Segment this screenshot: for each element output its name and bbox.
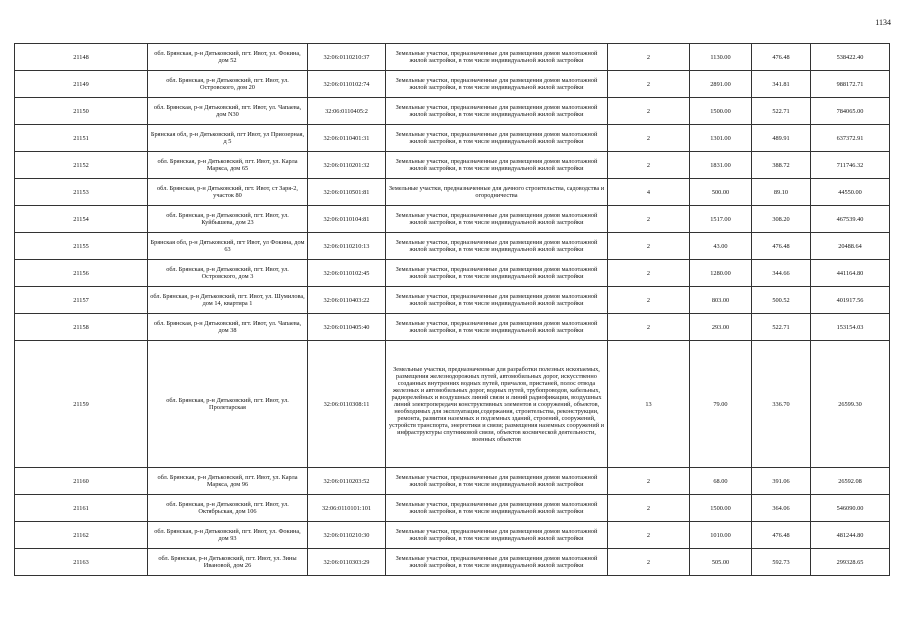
- area-cell: 2891.00: [690, 71, 752, 98]
- specific-value-cell: 522.71: [752, 98, 811, 125]
- cadastral-value-cell: 988172.71: [811, 71, 890, 98]
- table-row: [15, 233, 890, 260]
- group-number-cell: 2: [608, 468, 690, 495]
- cadastral-value-cell: 441164.80: [811, 260, 890, 287]
- address-cell: обл. Брянская, р-н Дятьковский, пгт. Ивот, ул. Октябрьская, дом 106: [148, 495, 308, 522]
- cadastral-value-cell: 784065.00: [811, 98, 890, 125]
- cadastral-value-cell: 481244.80: [811, 522, 890, 549]
- address-cell: обл. Брянская, р-н Дятьковский, пгт. Ивот, ул. Пролетарская: [148, 341, 308, 468]
- cadastral-value-cell: 44550.00: [811, 179, 890, 206]
- cadastral-number-cell: 32:06:0110303:29: [308, 549, 386, 576]
- address-cell: обл. Брянская, р-н Дятьковский, пгт. Ивот, ст Заря-2, участок 80: [148, 179, 308, 206]
- address-cell: обл. Брянская, р-н Дятьковский, пгт. Ивот, ул. Чапаева, дом N30: [148, 98, 308, 125]
- area-cell: 43.00: [690, 233, 752, 260]
- group-number-cell: 2: [608, 522, 690, 549]
- cadastral-value-cell: 711746.32: [811, 152, 890, 179]
- cadastral-number-cell: 32:06:0110101:101: [308, 495, 386, 522]
- area-cell: 1500.00: [690, 495, 752, 522]
- group-number-cell: 2: [608, 495, 690, 522]
- area-cell: 1500.00: [690, 98, 752, 125]
- cadastral-number-cell: 32:06:0110203:52: [308, 468, 386, 495]
- specific-value-cell: 308.20: [752, 206, 811, 233]
- cadastral-number-cell: 32:06:0110210:37: [308, 44, 386, 71]
- land-purpose-cell: Земельные участки, предназначенные для размещения домов малоэтажной жилой застройки, в том числе индивидуальной жилой застройки: [386, 206, 608, 233]
- area-cell: 79.00: [690, 341, 752, 468]
- group-number-cell: 2: [608, 206, 690, 233]
- specific-value-cell: 476.48: [752, 233, 811, 260]
- area-cell: 803.00: [690, 287, 752, 314]
- specific-value-cell: 336.70: [752, 341, 811, 468]
- address-cell: обл. Брянская, р-н Дятьковский, пгт. Ивот, ул. Карла Маркса, дом 96: [148, 468, 308, 495]
- row-number: 21155: [15, 233, 148, 260]
- table-row: [15, 341, 890, 468]
- land-purpose-cell: Земельные участки, предназначенные для размещения домов малоэтажной жилой застройки, в том числе индивидуальной жилой застройки: [386, 468, 608, 495]
- specific-value-cell: 476.48: [752, 522, 811, 549]
- cadastral-number-cell: 32:06:0110308:11: [308, 341, 386, 468]
- cadastral-number-cell: 32:06:0110405:40: [308, 314, 386, 341]
- group-number-cell: 2: [608, 287, 690, 314]
- address-cell: обл. Брянская, р-н Дятьковский, пгт. Ивот, ул. Островского, дом 3: [148, 260, 308, 287]
- cadastral-number-cell: 32:06:0110405:2: [308, 98, 386, 125]
- cadastral-value-cell: 26592.08: [811, 468, 890, 495]
- cadastral-number-cell: 32:06:0110210:30: [308, 522, 386, 549]
- land-purpose-cell: Земельные участки, предназначенные для размещения домов малоэтажной жилой застройки, в том числе индивидуальной жилой застройки: [386, 152, 608, 179]
- group-number-cell: 2: [608, 233, 690, 260]
- specific-value-cell: 388.72: [752, 152, 811, 179]
- row-number: 21148: [15, 44, 148, 71]
- row-number: 21158: [15, 314, 148, 341]
- land-purpose-cell: Земельные участки, предназначенные для дачного строительства, садоводства и огородничества: [386, 179, 608, 206]
- area-cell: 1301.00: [690, 125, 752, 152]
- cadastral-number-cell: 32:06:0110102:74: [308, 71, 386, 98]
- specific-value-cell: 489.91: [752, 125, 811, 152]
- land-purpose-cell: Земельные участки, предназначенные для размещения домов малоэтажной жилой застройки, в том числе индивидуальной жилой застройки: [386, 549, 608, 576]
- row-number: 21151: [15, 125, 148, 152]
- cadastral-value-table: [14, 43, 890, 576]
- area-cell: 1280.00: [690, 260, 752, 287]
- row-number: 21160: [15, 468, 148, 495]
- specific-value-cell: 500.52: [752, 287, 811, 314]
- land-purpose-cell: Земельные участки, предназначенные для размещения домов малоэтажной жилой застройки, в том числе индивидуальной жилой застройки: [386, 98, 608, 125]
- row-number: 21162: [15, 522, 148, 549]
- address-cell: обл. Брянская, р-н Дятьковский, пгт. Ивот, ул. Зины Ивановой, дом 26: [148, 549, 308, 576]
- cadastral-value-cell: 20488.64: [811, 233, 890, 260]
- address-cell: обл. Брянская, р-н Дятьковский, пгт. Ивот, ул. Карла Маркса, дом 65: [148, 152, 308, 179]
- group-number-cell: 13: [608, 341, 690, 468]
- area-cell: 1517.00: [690, 206, 752, 233]
- group-number-cell: 4: [608, 179, 690, 206]
- table-row: [15, 522, 890, 549]
- specific-value-cell: 476.48: [752, 44, 811, 71]
- address-cell: обл. Брянская, р-н Дятьковский, пгт. Ивот, ул. Шумилова, дом 14, квартира 1: [148, 287, 308, 314]
- row-number: 21154: [15, 206, 148, 233]
- table-row: [15, 287, 890, 314]
- cadastral-value-cell: 546090.00: [811, 495, 890, 522]
- land-purpose-cell: Земельные участки, предназначенные для размещения домов малоэтажной жилой застройки, в том числе индивидуальной жилой застройки: [386, 233, 608, 260]
- table-row: [15, 44, 890, 71]
- area-cell: 505.00: [690, 549, 752, 576]
- row-number: 21152: [15, 152, 148, 179]
- area-cell: 1010.00: [690, 522, 752, 549]
- address-cell: обл. Брянская, р-н Дятьковский, пгт. Ивот, ул. Островского, дом 20: [148, 71, 308, 98]
- row-number: 21161: [15, 495, 148, 522]
- row-number: 21149: [15, 71, 148, 98]
- area-cell: 1831.00: [690, 152, 752, 179]
- table-row: [15, 98, 890, 125]
- area-cell: 1130.00: [690, 44, 752, 71]
- table-row: [15, 71, 890, 98]
- table-row: [15, 495, 890, 522]
- land-purpose-cell: Земельные участки, предназначенные для размещения домов малоэтажной жилой застройки, в том числе индивидуальной жилой застройки: [386, 495, 608, 522]
- page-number: 1134: [875, 18, 891, 27]
- cadastral-value-cell: 538422.40: [811, 44, 890, 71]
- land-purpose-cell: Земельные участки, предназначенные для размещения домов малоэтажной жилой застройки, в том числе индивидуальной жилой застройки: [386, 314, 608, 341]
- group-number-cell: 2: [608, 260, 690, 287]
- group-number-cell: 2: [608, 71, 690, 98]
- land-purpose-cell: Земельные участки, предназначенные для размещения домов малоэтажной жилой застройки, в том числе индивидуальной жилой застройки: [386, 125, 608, 152]
- row-number: 21157: [15, 287, 148, 314]
- land-purpose-cell: Земельные участки, предназначенные для размещения домов малоэтажной жилой застройки, в том числе индивидуальной жилой застройки: [386, 260, 608, 287]
- specific-value-cell: 89.10: [752, 179, 811, 206]
- cadastral-value-cell: 299328.65: [811, 549, 890, 576]
- cadastral-number-cell: 32:06:0110201:32: [308, 152, 386, 179]
- address-cell: обл. Брянская, р-н Дятьковский, пгт. Ивот, ул. Фокина, дом 93: [148, 522, 308, 549]
- row-number: 21150: [15, 98, 148, 125]
- group-number-cell: 2: [608, 125, 690, 152]
- cadastral-number-cell: 32:06:0110102:45: [308, 260, 386, 287]
- cadastral-value-cell: 467539.40: [811, 206, 890, 233]
- address-cell: обл. Брянская, р-н Дятьковский, пгт. Ивот, ул. Куйбышева, дом 23: [148, 206, 308, 233]
- land-purpose-cell: Земельные участки, предназначенные для размещения домов малоэтажной жилой застройки, в том числе индивидуальной жилой застройки: [386, 71, 608, 98]
- table-row: [15, 468, 890, 495]
- row-number: 21159: [15, 341, 148, 468]
- land-purpose-cell: Земельные участки, предназначенные для размещения домов малоэтажной жилой застройки, в том числе индивидуальной жилой застройки: [386, 287, 608, 314]
- table-row: [15, 314, 890, 341]
- row-number: 21153: [15, 179, 148, 206]
- group-number-cell: 2: [608, 98, 690, 125]
- cadastral-number-cell: 32:06:0110210:13: [308, 233, 386, 260]
- row-number: 21156: [15, 260, 148, 287]
- group-number-cell: 2: [608, 314, 690, 341]
- cadastral-value-cell: 401917.56: [811, 287, 890, 314]
- specific-value-cell: 364.06: [752, 495, 811, 522]
- land-purpose-cell: Земельные участки, предназначенные для размещения домов малоэтажной жилой застройки, в том числе индивидуальной жилой застройки: [386, 44, 608, 71]
- table-row: [15, 206, 890, 233]
- address-cell: Брянская обл, р-н Дятьковский, пгт Ивот, ул Фокина, дом 63: [148, 233, 308, 260]
- address-cell: обл. Брянская, р-н Дятьковский, пгт. Ивот, ул. Чапаева, дом 38: [148, 314, 308, 341]
- cadastral-value-cell: 637372.91: [811, 125, 890, 152]
- table-row: [15, 549, 890, 576]
- address-cell: обл. Брянская, р-н Дятьковский, пгт. Ивот, ул. Фокина, дом 52: [148, 44, 308, 71]
- cadastral-number-cell: 32:06:0110401:31: [308, 125, 386, 152]
- land-purpose-cell: Земельные участки, предназначенные для размещения домов малоэтажной жилой застройки, в том числе индивидуальной жилой застройки: [386, 522, 608, 549]
- table-row: [15, 260, 890, 287]
- cadastral-value-cell: 26599.30: [811, 341, 890, 468]
- cadastral-number-cell: 32:06:0110501:81: [308, 179, 386, 206]
- group-number-cell: 2: [608, 549, 690, 576]
- cadastral-number-cell: 32:06:0110104:81: [308, 206, 386, 233]
- table-row: [15, 179, 890, 206]
- area-cell: 68.00: [690, 468, 752, 495]
- cadastral-value-cell: 153154.03: [811, 314, 890, 341]
- land-purpose-cell: Земельные участки, предназначенные для разработки полезных ископаемых, размещения железнодорожных путей, автомобильных дорог, искусственно созданных внутренних водных путей, причалов, пристаней, полос отвода железных и автомобильных дорог, водных путей, трубопроводов, кабельных, радиорелейных и воздушных линий связи и линий радиофикации, воздушных линий электропередачи конструктивных элементов и сооружений, объектов, необходимых для эксплуатации,содержания, строительства, реконструкции, ремонта, развития наземных и подземных зданий, строений, сооружений, устройств транспорта, энергетики и связи; размещения наземных сооружений и инфраструктуры спутниковой связи, объектов космической деятельности, военных объектов: [386, 341, 608, 468]
- group-number-cell: 2: [608, 152, 690, 179]
- row-number: 21163: [15, 549, 148, 576]
- area-cell: 293.00: [690, 314, 752, 341]
- cadastral-number-cell: 32:06:0110403:22: [308, 287, 386, 314]
- area-cell: 500.00: [690, 179, 752, 206]
- table-row: [15, 152, 890, 179]
- specific-value-cell: 522.71: [752, 314, 811, 341]
- group-number-cell: 2: [608, 44, 690, 71]
- specific-value-cell: 344.66: [752, 260, 811, 287]
- table-body: [15, 44, 890, 576]
- specific-value-cell: 391.06: [752, 468, 811, 495]
- address-cell: Брянская обл, р-н Дятьковский, пгт Ивот, ул Приозерная, д 5: [148, 125, 308, 152]
- table-row: [15, 125, 890, 152]
- specific-value-cell: 341.81: [752, 71, 811, 98]
- specific-value-cell: 592.73: [752, 549, 811, 576]
